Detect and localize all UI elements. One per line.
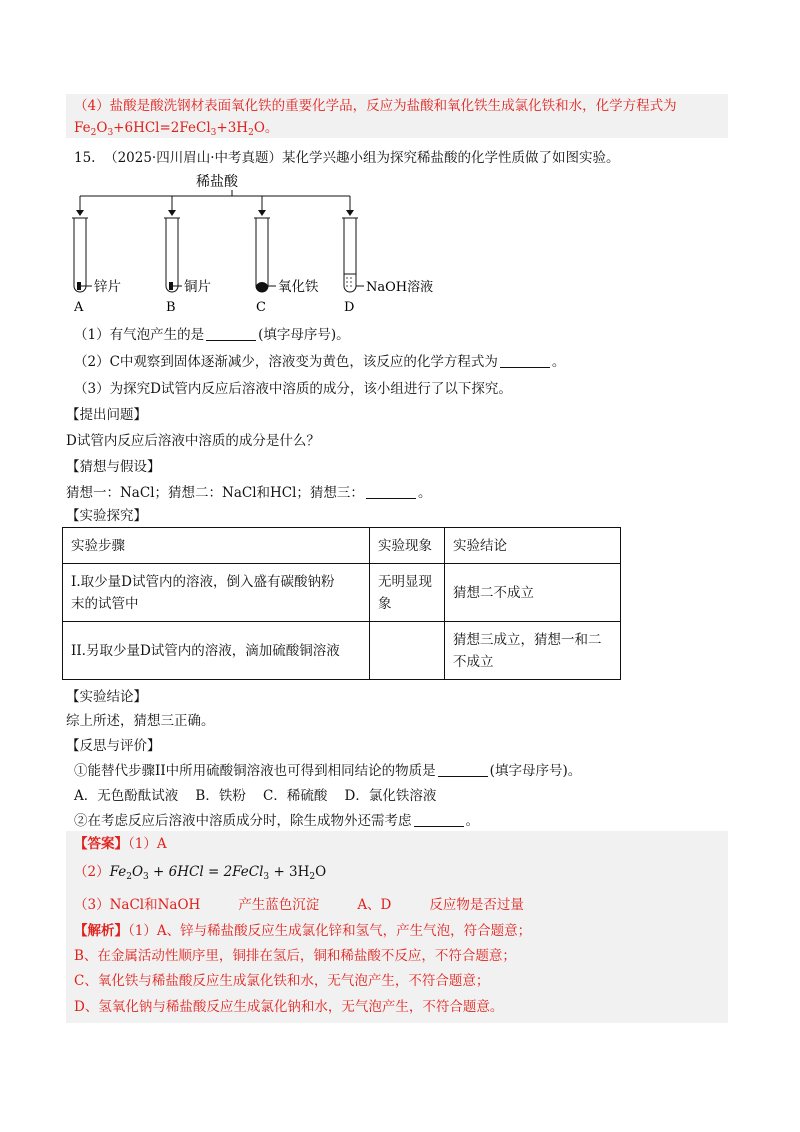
- answer-line-2: $(2)Fe_2O_3 + 6HCl$ = 2FeCl$_3$ + $3H_2O$: [74, 864, 327, 882]
- analysis-line-2: B、在金属活动性顺序里，铜排在氢后，铜和稀盐酸不反应，不符合题意；: [74, 948, 516, 964]
- row2-phenomenon[interactable]: [370, 622, 445, 680]
- row1-step: I.取少量D试管内的溶液，倒入盛有碳酸钠粉 末的试管中: [63, 564, 370, 622]
- hypothesis-text: 猜想一：NaCl；猜想二：NaCl和HCl；猜想三： 。: [66, 485, 432, 501]
- row1-conclusion: 猜想二不成立: [445, 564, 621, 622]
- header-phenomenon: 实验现象: [370, 528, 445, 564]
- row2-conclusion: 猜想三成立，猜想一和二 不成立: [445, 622, 621, 680]
- previous-answer-line1: （4）盐酸是酸洗钢材表面氧化铁的重要化学品，反应为盐酸和氧化铁生成氯化铁和水，化学方程式为: [74, 98, 677, 114]
- answer-blank-2[interactable]: [500, 353, 550, 368]
- tube-d-label: NaOH溶液: [366, 280, 434, 295]
- row1-phenomenon: 无明显现 象: [370, 564, 445, 622]
- analysis-label: 【解析】: [74, 923, 128, 939]
- answer-line-1: 【答案】（1）A: [74, 836, 167, 852]
- tube-c-letter: C: [256, 300, 266, 315]
- test-tube-a: [72, 218, 121, 315]
- header-steps: 实验步骤: [63, 528, 370, 564]
- answer-line-3: （3）NaCl和NaOH 产生蓝色沉淀 A、D 反应物是否过量: [74, 897, 524, 913]
- raise-question-text: D试管内反应后溶液中溶质的成分是什么？: [66, 433, 320, 449]
- table-header-row: [63, 528, 621, 564]
- table-row: [63, 622, 621, 680]
- section-conclusion: 【实验结论】: [66, 689, 147, 705]
- conclusion-text: 综上所述，猜想三正确。: [66, 713, 215, 729]
- section-raise-question: 【提出问题】: [66, 407, 147, 423]
- answer-label: 【答案】: [74, 836, 128, 852]
- reagent-label: 稀盐酸: [196, 174, 238, 190]
- tube-d-letter: D: [344, 300, 355, 315]
- analysis-line-4: D、氢氧化钠与稀盐酸反应生成氯化钠和水，无气泡产生，不符合题意。: [74, 999, 504, 1015]
- answer-blank-1[interactable]: [206, 326, 256, 341]
- test-tube-c: [254, 218, 319, 315]
- experiment-table: [62, 527, 621, 680]
- tube-b-label: 铜片: [184, 279, 211, 295]
- tube-b-letter: B: [166, 300, 176, 315]
- reflection-options: A．无色酚酞试液 B．铁粉 C．稀硫酸 D．氯化铁溶液: [74, 788, 437, 804]
- section-experiment: 【实验探究】: [66, 508, 147, 524]
- question-stem: 某化学兴趣小组为探究稀盐酸的化学性质做了如图实验。: [282, 150, 620, 166]
- answer-blank-reflection-2[interactable]: [414, 812, 464, 827]
- reflection-2: ②在考虑反应后溶液中溶质成分时，除生成物外还需考虑 。: [74, 813, 479, 829]
- section-hypothesis: 【猜想与假设】: [66, 459, 161, 475]
- answer-blank-hypothesis[interactable]: [366, 484, 416, 499]
- test-tube-d: [342, 218, 433, 315]
- test-tube-diagram: [68, 170, 468, 320]
- reflection-1: ①能替代步骤II中所用硫酸铜溶液也可得到相同结论的物质是 (填字母序号)。: [74, 763, 582, 779]
- question-number: 15.: [74, 150, 96, 166]
- header-conclusion: 实验结论: [445, 528, 621, 564]
- question-header: [74, 148, 620, 168]
- analysis-line-1: 【解析】（1）A、锌与稀盐酸反应生成氯化锌和氢气，产生气泡，符合题意；: [74, 923, 532, 939]
- question-source: （2025·四川眉山·中考真题）: [104, 150, 283, 166]
- sub-question-3: （3）为探究D试管内反应后溶液中溶质的成分，该小组进行了以下探究。: [74, 381, 512, 397]
- section-reflection: 【反思与评价】: [66, 738, 161, 754]
- sub-question-1: （1）有气泡产生的是 (填字母序号)。: [74, 327, 350, 343]
- tube-a-label: 锌片: [94, 279, 121, 295]
- tube-c-label: 氧化铁: [278, 279, 319, 295]
- test-tube-b: [164, 218, 211, 315]
- answer-blank-reflection-1[interactable]: [438, 762, 488, 777]
- tube-a-letter: A: [74, 300, 84, 315]
- sub-question-2: （2）C中观察到固体逐渐减少，溶液变为黄色，该反应的化学方程式为 。: [74, 354, 566, 370]
- table-row: [63, 564, 621, 622]
- analysis-line-3: C、氧化铁与稀盐酸反应生成氯化铁和水，无气泡产生，不符合题意；: [74, 973, 490, 989]
- row2-step: II.另取少量D试管内的溶液，滴加硫酸铜溶液: [63, 622, 370, 680]
- previous-answer-equation: $Fe_2O_3+6HCl=2FeCl_3+3H_2O$。: [74, 120, 279, 138]
